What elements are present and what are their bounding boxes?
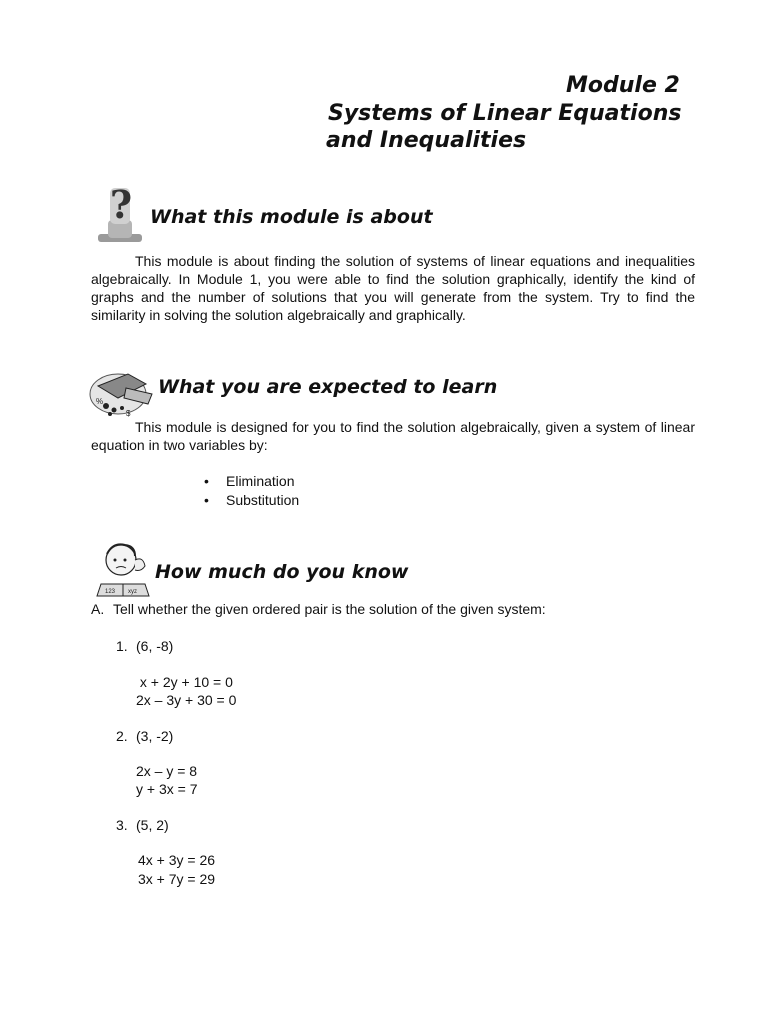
- equation: 3x + 7y = 29: [138, 871, 216, 887]
- module-title-line2: and Inequalities: [326, 128, 527, 153]
- question-item: [116, 817, 169, 833]
- method-item: • Elimination: [204, 472, 299, 491]
- method-item: • Substitution: [204, 491, 299, 510]
- ordered-pair: (6, -8): [136, 638, 174, 654]
- equation: x + 2y + 10 = 0: [136, 674, 233, 690]
- section-heading-about: What this module is about: [150, 206, 433, 228]
- about-paragraph: This module is about finding the solution of systems of linear equations and inequalities algebraically. In Module 1, you were able to find the solution graphically, identify the kind of graphs and the number of solutions that you will generate from the system. Try to find the similarity in solving the solution algebraically and graphically.: [91, 253, 695, 323]
- item-number: 2.: [116, 728, 128, 744]
- question-instruction: [91, 601, 546, 617]
- section-heading-know: How much do you know: [155, 561, 409, 583]
- svg-text:123: 123: [105, 589, 116, 595]
- svg-text:%: %: [96, 397, 104, 406]
- instruction-text: Tell whether the given ordered pair is the solution of the given system:: [113, 601, 546, 617]
- module-number: Module 2: [566, 73, 680, 98]
- equation: 2x – 3y + 30 = 0: [136, 692, 237, 708]
- svg-text:?: ?: [109, 184, 133, 227]
- thinking-student-icon: [95, 540, 153, 602]
- expected-paragraph: This module is designed for you to find the solution algebraically, given a system of linear equation in two variables by:: [91, 419, 695, 453]
- part-label: A.: [91, 601, 105, 617]
- equation: y + 3x = 7: [136, 781, 198, 797]
- learning-tools-icon: [88, 364, 158, 420]
- question-item: [116, 728, 173, 744]
- module-title-line1: Systems of Linear Equations: [328, 101, 682, 126]
- question-item: [116, 638, 173, 654]
- item-number: 1.: [116, 638, 128, 654]
- methods-list: [204, 472, 299, 510]
- ordered-pair: (5, 2): [136, 817, 169, 833]
- item-number: 3.: [116, 817, 128, 833]
- svg-text:$: $: [126, 409, 131, 418]
- question-mark-icon: [94, 184, 146, 258]
- ordered-pair: (3, -2): [136, 728, 174, 744]
- svg-text:xyz: xyz: [128, 589, 137, 595]
- section-heading-expected: What you are expected to learn: [158, 376, 498, 398]
- equation: 4x + 3y = 26: [138, 852, 216, 868]
- equation: 2x – y = 8: [136, 763, 198, 779]
